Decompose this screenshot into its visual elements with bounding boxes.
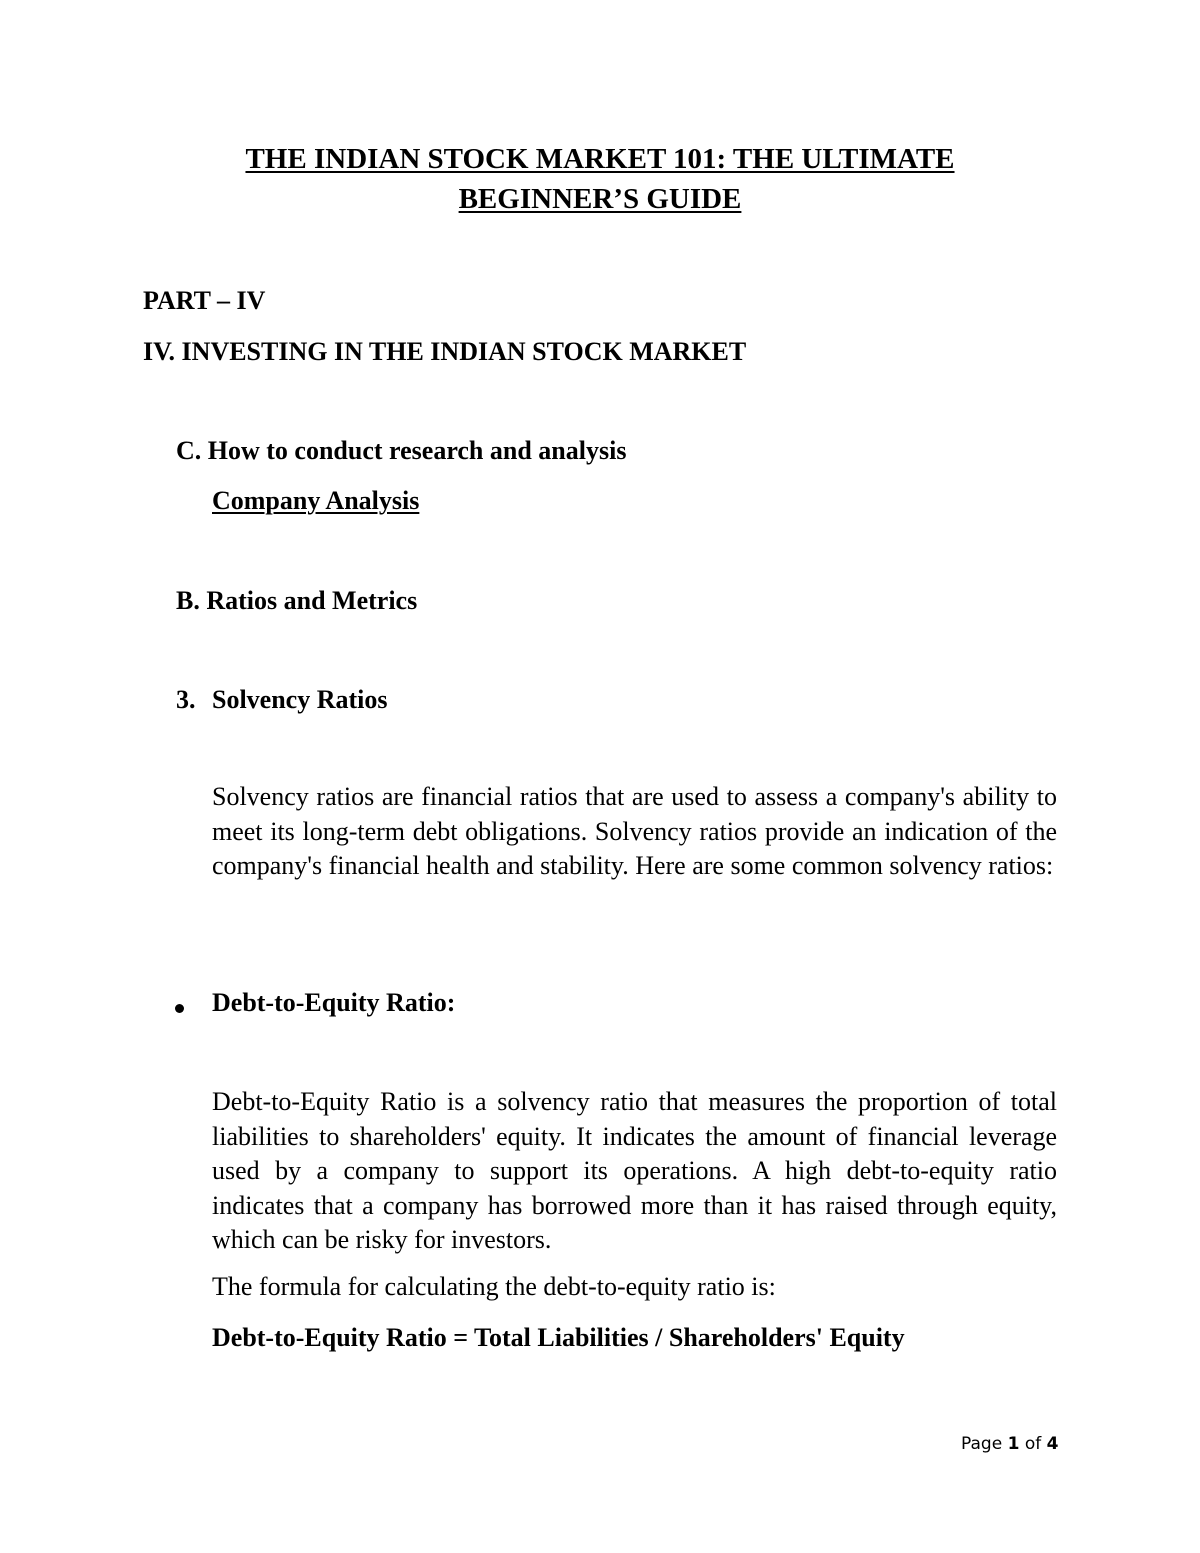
formula-text: Debt-to-Equity Ratio = Total Liabilities / Shareholders' Equity (212, 1323, 905, 1352)
footer-page-total: 4 (1046, 1434, 1059, 1454)
bullet-title: Debt-to-Equity Ratio: (212, 988, 456, 1017)
company-analysis-heading: Company Analysis (212, 486, 420, 515)
section-heading: IV. INVESTING IN THE INDIAN STOCK MARKET (143, 337, 747, 366)
subsection-c-heading: C. How to conduct research and analysis (176, 436, 627, 465)
subsection-b-heading: B. Ratios and Metrics (176, 586, 418, 615)
document-title-line-1: THE INDIAN STOCK MARKET 101: THE ULTIMATE (245, 143, 955, 175)
item-number: 3. (176, 685, 196, 714)
footer-page-current: 1 (1007, 1434, 1020, 1454)
page-footer (961, 1434, 1058, 1454)
formula-intro: The formula for calculating the debt-to-equity ratio is: (212, 1272, 776, 1301)
item-title: Solvency Ratios (212, 685, 388, 714)
footer-page-word: Page (961, 1434, 1003, 1454)
document-title-line-2: BEGINNER’S GUIDE (458, 183, 742, 215)
part-label: PART – IV (143, 286, 266, 315)
footer-of-word: of (1024, 1434, 1042, 1454)
debt-equity-paragraph: Debt-to-Equity Ratio is a solvency ratio that measures the proportion of total liabilities to shareholders' equity. It indicates the amount of financial leverage used by a company to support its operations. A high debt-to-equity ratio indicates that a company has borrowed more than it has raised through equity, which can be risky for investors. (212, 1087, 1057, 1254)
solvency-paragraph: Solvency ratios are financial ratios that are used to assess a company's ability to meet its long-term debt obligations. Solvency ratios provide an indication of the company's financial health and stability. Here are some common solvency ratios: (212, 782, 1057, 880)
bullet-dot (175, 1004, 184, 1013)
